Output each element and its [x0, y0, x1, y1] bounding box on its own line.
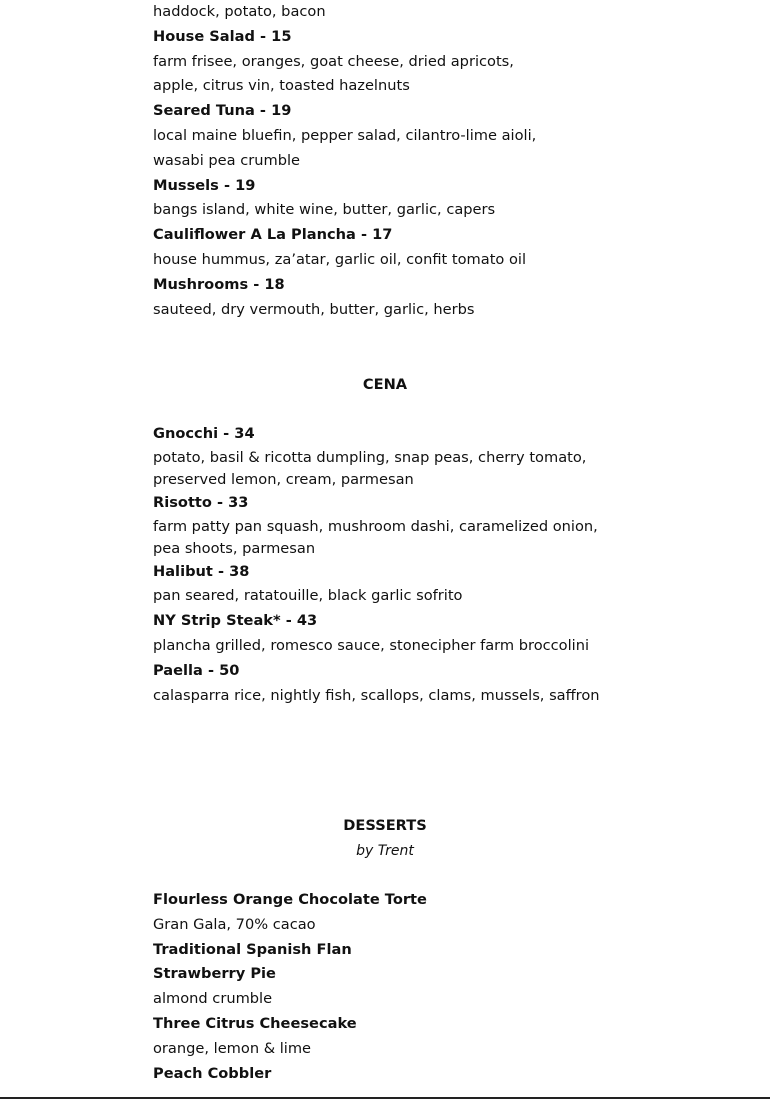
item-description: preserved lemon, cream, parmesan	[153, 470, 414, 488]
dessert-description: almond crumble	[153, 990, 273, 1008]
item-description: pan seared, ratatouille, black garlic sofrito	[153, 587, 463, 605]
item-name: Risotto - 33	[153, 493, 249, 511]
desserts-section	[153, 888, 623, 1086]
item-description: pea shoots, parmesan	[153, 539, 316, 557]
item-description: plancha grilled, romesco sauce, stonecipher farm broccolini	[153, 636, 590, 654]
item-name: Seared Tuna - 19	[153, 102, 292, 120]
cena-section	[153, 422, 623, 708]
dessert-description: Gran Gala, 70% cacao	[153, 915, 316, 933]
small-plates-section	[153, 0, 623, 322]
item-description: house hummus, za’atar, garlic oil, confit tomato oil	[153, 250, 527, 268]
dessert-name: Peach Cobbler	[153, 1064, 272, 1082]
item-name: Paella - 50	[153, 661, 240, 679]
item-name: Gnocchi - 34	[153, 425, 255, 442]
desserts-byline: by Trent	[356, 843, 414, 859]
item-name: Mussels - 19	[153, 176, 256, 194]
item-description: sauteed, dry vermouth, butter, garlic, herbs	[153, 300, 475, 318]
section-heading-desserts: DESSERTS	[343, 817, 427, 834]
item-description: apple, citrus vin, toasted hazelnuts	[153, 77, 410, 95]
item-description: bangs island, white wine, butter, garlic, capers	[153, 201, 496, 219]
page-bottom-divider	[0, 1097, 770, 1099]
dessert-name: Strawberry Pie	[153, 965, 276, 983]
item-name: Halibut - 38	[153, 562, 250, 580]
dessert-description: orange, lemon & lime	[153, 1039, 312, 1057]
dessert-name: Flourless Orange Chocolate Torte	[153, 891, 427, 908]
item-name: Mushrooms - 18	[153, 275, 285, 293]
item-description: local maine bluefin, pepper salad, cilantro-lime aioli,	[153, 126, 537, 144]
dessert-name: Traditional Spanish Flan	[153, 940, 352, 958]
dessert-name: Three Citrus Cheesecake	[153, 1014, 357, 1032]
item-description: farm frisee, oranges, goat cheese, dried apricots,	[153, 52, 514, 70]
item-name: Cauliflower A La Plancha - 17	[153, 226, 393, 244]
item-name: House Salad - 15	[153, 27, 292, 45]
item-description: calasparra rice, nightly fish, scallops, clams, mussels, saffron	[153, 686, 600, 704]
item-name: NY Strip Steak* - 43	[153, 612, 318, 630]
item-description: haddock, potato, bacon	[153, 3, 326, 20]
item-description: wasabi pea crumble	[153, 151, 300, 169]
item-description: potato, basil & ricotta dumpling, snap peas, cherry tomato,	[153, 448, 587, 466]
section-heading-cena: CENA	[362, 376, 408, 393]
item-description: farm patty pan squash, mushroom dashi, caramelized onion,	[153, 517, 598, 535]
